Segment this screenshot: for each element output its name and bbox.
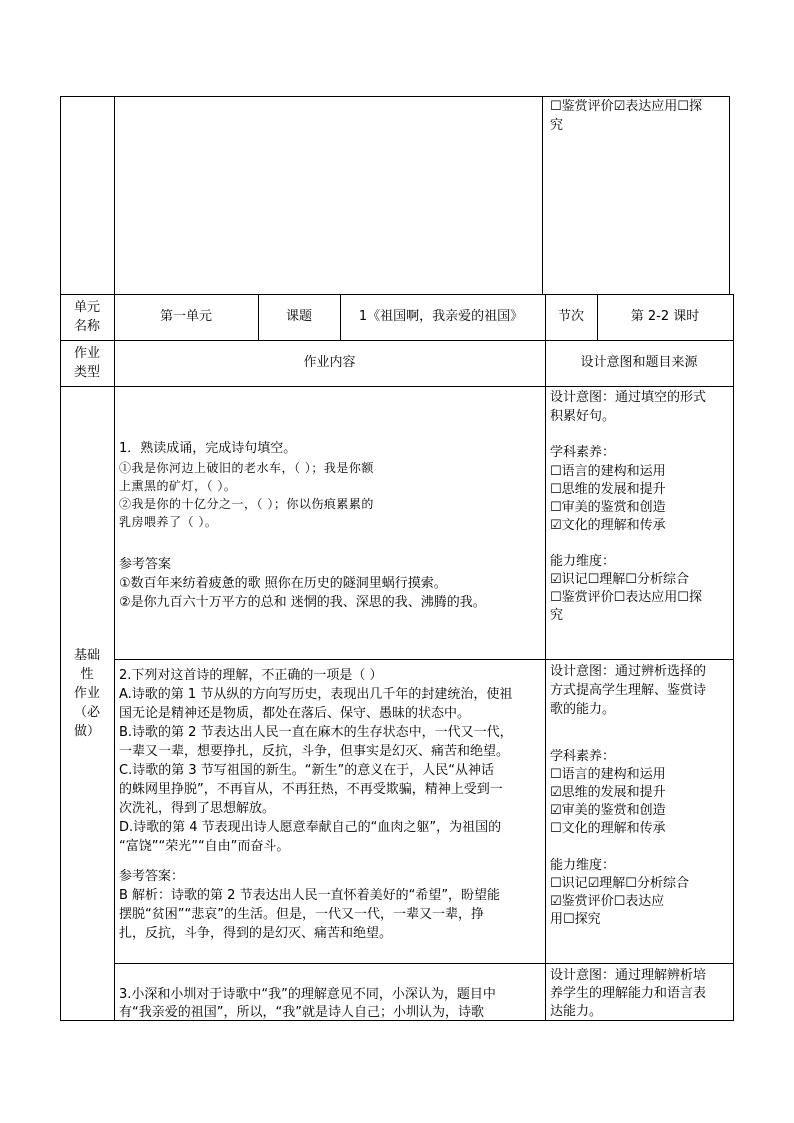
table-right-border-top <box>729 96 730 295</box>
q2-ability-2: ☑鉴赏评价☐表达应 <box>550 894 665 909</box>
q3-line-1: 3.小深和小圳对于诗歌中“我”的理解意见不同，小深认为，题目中 <box>119 987 496 1002</box>
top-ability-line: ☐鉴赏评价☑表达应用☐探 <box>550 99 702 114</box>
q1-literacy-1: ☐语言的建构和运用 <box>550 464 666 479</box>
side-label-2: 性 <box>80 667 94 682</box>
q1-ability-title: 能力维度： <box>550 554 616 569</box>
top-ability-line-2: 究 <box>550 118 564 133</box>
q1-literacy-title: 学科素养： <box>550 445 616 460</box>
row-divider-q1-q2 <box>114 659 734 660</box>
q2-literacy-4: ☐文化的理解和传承 <box>550 821 666 836</box>
period-value: 第 2-2 课时 <box>630 309 700 324</box>
q1-literacy-3: ☐审美的鉴赏和创造 <box>550 500 666 515</box>
q1-ability-1: ☑识记☐理解☐分析综合 <box>550 572 689 587</box>
hw-type-label-2: 类型 <box>73 365 100 380</box>
q1-ability-3: 究 <box>550 608 564 623</box>
q1-title: 1．熟读成诵，完成诗句填空。 <box>119 441 297 456</box>
q2-design-intent-1: 设计意图：通过辨析选择的 <box>550 664 707 679</box>
q2-line-6: C.诗歌的第 3 节写祖国的新生。“新生”的意义在于，人民“从神话 <box>119 763 494 778</box>
table-top-border <box>60 96 730 97</box>
table-left-border <box>60 96 61 1021</box>
q2-literacy-2: ☑思维的发展和提升 <box>550 785 666 800</box>
q1-answer-title: 参考答案 <box>119 557 172 572</box>
side-label-1: 基础 <box>73 648 100 663</box>
q2-line-8: 次洗礼，得到了思想解放。 <box>119 801 276 816</box>
col-divider-design-lower <box>545 294 546 1021</box>
row-divider-header-mid <box>60 340 734 341</box>
q2-literacy-1: ☐语言的建构和运用 <box>550 767 666 782</box>
q2-ability-title: 能力维度： <box>550 858 616 873</box>
q3-line-2: 有“我亲爱的祖国”，所以，“我”就是诗人自己；小圳认为，诗歌 <box>119 1005 484 1020</box>
col-divider-design <box>542 96 543 295</box>
q2-answer-1: B 解析：诗歌的第 2 节表达出人民一直怀着美好的“希望”，盼望能 <box>119 888 501 903</box>
side-label-5: 做） <box>73 724 100 739</box>
q1-design-intent-2: 积累好句。 <box>550 409 616 424</box>
q1-answer-1: ①数百年来纺着疲惫的歌 照你在历史的隧洞里蜗行摸索。 <box>119 576 447 591</box>
q1-line-4: 乳房喂养了（ ）。 <box>119 515 218 529</box>
hw-type-label-1: 作业 <box>73 346 100 361</box>
q2-design-intent-2: 方式提高学生理解、鉴赏诗 <box>550 683 707 698</box>
q2-literacy-3: ☑审美的鉴赏和创造 <box>550 803 666 818</box>
q2-ability-1: ☐识记☑理解☐分析综合 <box>550 876 689 891</box>
row-divider-header-bottom <box>60 386 734 387</box>
q1-line-2: 上熏黑的矿灯，（ ）。 <box>119 479 237 493</box>
q2-ability-3: 用☐探究 <box>550 912 601 927</box>
row-divider-header-top <box>60 294 734 295</box>
q2-literacy-title: 学科素养： <box>550 749 616 764</box>
unit-label-2: 名称 <box>73 319 100 334</box>
unit-label-1: 单元 <box>73 300 100 315</box>
q1-line-3: ②我是你的十亿分之一，（ ）；你以伤痕累累的 <box>119 497 374 511</box>
content-header: 作业内容 <box>303 355 356 370</box>
col-divider-label <box>114 96 115 1021</box>
q2-line-7: 的蛛网里挣脱”，不再盲从，不再狂热，不再受欺骗，精神上受到一 <box>119 782 503 797</box>
q1-ability-2: ☐鉴赏评价☐表达应用☐探 <box>550 590 702 605</box>
q3-design-intent-1: 设计意图：通过理解辨析培 <box>550 968 707 983</box>
q2-line-3: 国无论是精神还是物质，都处在落后、保守、愚昧的状态中。 <box>119 706 471 721</box>
q3-design-intent-3: 达能力。 <box>550 1004 603 1019</box>
q2-answer-3: 扎，反抗，斗争，得到的是幻灭、痛苦和绝望。 <box>119 926 393 941</box>
q1-line-1: ①我是你河边上破旧的老水车，（ ）；我是你额 <box>119 461 374 475</box>
q1-literacy-2: ☐思维的发展和提升 <box>550 482 666 497</box>
row-divider-q2-q3 <box>114 963 734 964</box>
q2-design-intent-3: 歌的能力。 <box>550 702 616 717</box>
unit-value: 第一单元 <box>159 309 212 324</box>
design-header: 设计意图和题目来源 <box>580 355 698 370</box>
side-label-4: （必 <box>73 705 100 720</box>
q1-design-intent-1: 设计意图：通过填空的形式 <box>550 390 707 405</box>
q2-answer-2: 摆脱“贫困”“悲哀”的生活。但是，一代又一代，一辈又一辈，挣 <box>119 907 484 922</box>
q2-answer-title: 参考答案： <box>119 869 185 884</box>
q2-line-1: 2.下列对这首诗的理解，不正确的一项是（ ） <box>119 668 383 683</box>
side-label-3: 作业 <box>73 686 100 701</box>
q2-line-9: D.诗歌的第 4 节表现出诗人愿意奉献自己的“血肉之躯”，为祖国的 <box>119 820 502 835</box>
q2-line-10: “富饶”“荣光”“自由”而奋斗。 <box>119 839 290 854</box>
table-right-border <box>733 294 734 1021</box>
lesson-value: 1《祖国啊，我亲爱的祖国》 <box>358 309 524 324</box>
lesson-label: 课题 <box>285 309 312 324</box>
q3-design-intent-2: 养学生的理解能力和语言表 <box>550 986 707 1001</box>
q1-literacy-4: ☑文化的理解和传承 <box>550 518 666 533</box>
q2-line-4: B.诗歌的第 2 节表达出人民一直在麻木的生存状态中，一代又一代， <box>119 725 513 740</box>
period-label: 节次 <box>557 309 584 324</box>
q2-line-2: A.诗歌的第 1 节从纵的方向写历史，表现出几千年的封建统治，使祖 <box>119 687 513 702</box>
q2-line-5: 一辈又一辈，想要挣扎，反抗，斗争，但事实是幻灭、痛苦和绝望。 <box>119 744 510 759</box>
q1-answer-2: ②是你九百六十万平方的总和 迷惘的我、深思的我、沸腾的我。 <box>119 595 486 610</box>
